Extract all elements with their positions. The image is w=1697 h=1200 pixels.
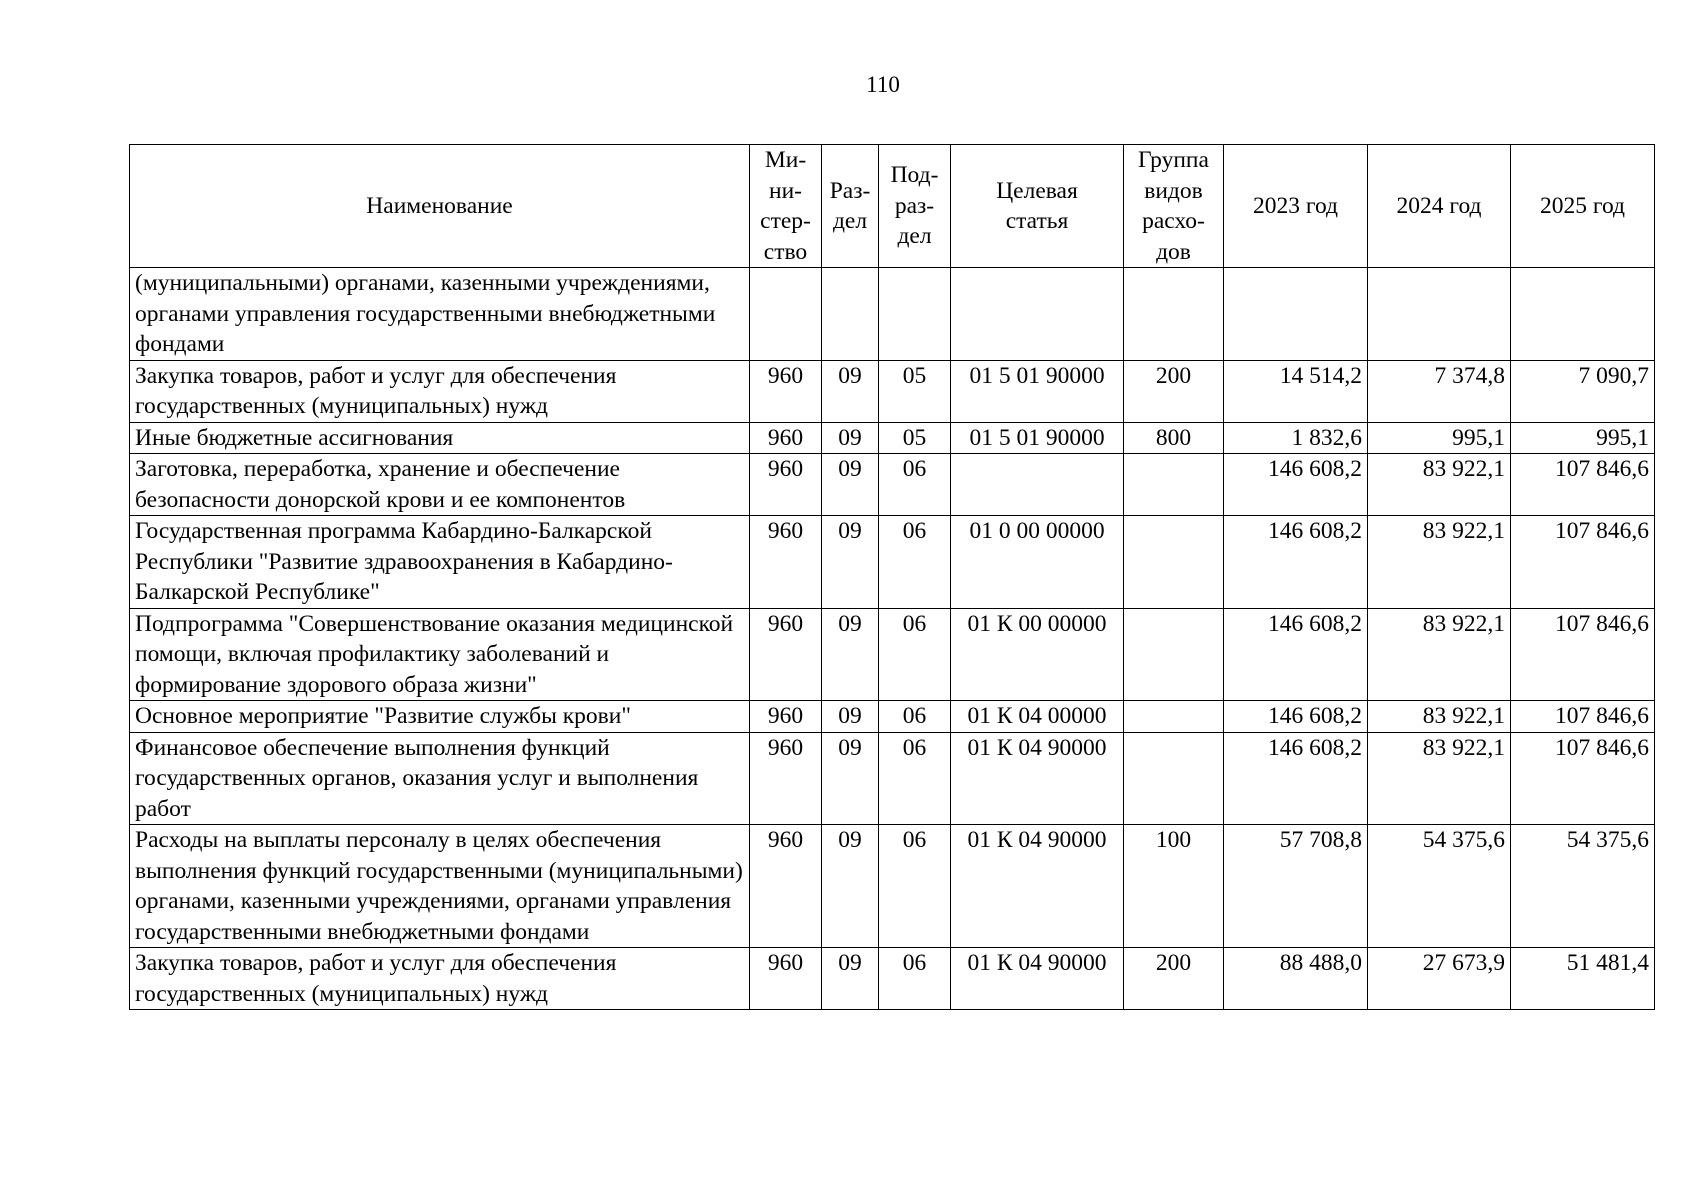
cell-y2025: 107 846,6	[1511, 608, 1655, 701]
cell-name: Заготовка, переработка, хранение и обеспечение безопасности донорской крови и ее компонентов	[130, 454, 750, 516]
cell-group	[1124, 454, 1224, 516]
header-name: Наименование	[130, 145, 750, 268]
cell-y2025: 107 846,6	[1511, 516, 1655, 609]
table-row	[130, 732, 1655, 825]
cell-y2023: 14 514,2	[1224, 360, 1368, 422]
cell-y2024	[1368, 268, 1511, 361]
cell-target: 01 5 01 90000	[951, 422, 1124, 454]
cell-group: 200	[1124, 948, 1224, 1010]
cell-section: 09	[822, 454, 879, 516]
cell-section: 09	[822, 701, 879, 733]
cell-y2023: 146 608,2	[1224, 701, 1368, 733]
cell-y2024: 7 374,8	[1368, 360, 1511, 422]
cell-ministry: 960	[750, 516, 822, 609]
header-target: Целевая статья	[951, 145, 1124, 268]
cell-ministry: 960	[750, 825, 822, 948]
cell-target: 01 0 00 00000	[951, 516, 1124, 609]
cell-name: Закупка товаров, работ и услуг для обеспечения государственных (муниципальных) нужд	[130, 948, 750, 1010]
cell-y2024: 54 375,6	[1368, 825, 1511, 948]
cell-y2025: 7 090,7	[1511, 360, 1655, 422]
cell-y2024: 83 922,1	[1368, 454, 1511, 516]
table-row	[130, 825, 1655, 948]
cell-section: 09	[822, 948, 879, 1010]
cell-y2023: 88 488,0	[1224, 948, 1368, 1010]
cell-group: 200	[1124, 360, 1224, 422]
cell-section: 09	[822, 360, 879, 422]
cell-target: 01 К 00 00000	[951, 608, 1124, 701]
header-section: Раз- дел	[822, 145, 879, 268]
cell-section: 09	[822, 825, 879, 948]
cell-name: Основное мероприятие "Развитие службы крови"	[130, 701, 750, 733]
cell-y2024: 83 922,1	[1368, 516, 1511, 609]
cell-subsection: 06	[879, 701, 951, 733]
cell-name: Государственная программа Кабардино-Балкарской Республики "Развитие здравоохранения в Кабардино-Балкарской Республике"	[130, 516, 750, 609]
cell-y2023: 57 708,8	[1224, 825, 1368, 948]
cell-group	[1124, 268, 1224, 361]
table-row	[130, 268, 1655, 361]
cell-ministry: 960	[750, 948, 822, 1010]
header-group: Группа видов расхо- дов	[1124, 145, 1224, 268]
cell-section: 09	[822, 516, 879, 609]
cell-ministry: 960	[750, 454, 822, 516]
cell-name: Подпрограмма "Совершенствование оказания медицинской помощи, включая профилактику заболеваний и формирование здорового образа жизни"	[130, 608, 750, 701]
cell-target: 01 К 04 90000	[951, 825, 1124, 948]
cell-subsection: 06	[879, 516, 951, 609]
cell-ministry: 960	[750, 701, 822, 733]
header-2023: 2023 год	[1224, 145, 1368, 268]
cell-target: 01 К 04 90000	[951, 948, 1124, 1010]
cell-target	[951, 268, 1124, 361]
cell-name: Закупка товаров, работ и услуг для обеспечения государственных (муниципальных) нужд	[130, 360, 750, 422]
cell-group	[1124, 732, 1224, 825]
cell-subsection: 06	[879, 825, 951, 948]
cell-section: 09	[822, 608, 879, 701]
table-row	[130, 701, 1655, 733]
cell-subsection: 06	[879, 732, 951, 825]
budget-table	[129, 144, 1655, 1010]
cell-group: 800	[1124, 422, 1224, 454]
page-number: 110	[866, 72, 900, 97]
cell-subsection	[879, 268, 951, 361]
cell-group: 100	[1124, 825, 1224, 948]
cell-section	[822, 268, 879, 361]
cell-section: 09	[822, 732, 879, 825]
cell-y2024: 83 922,1	[1368, 608, 1511, 701]
table-body	[130, 268, 1655, 1010]
cell-y2023: 1 832,6	[1224, 422, 1368, 454]
cell-target: 01 К 04 90000	[951, 732, 1124, 825]
cell-y2023: 146 608,2	[1224, 732, 1368, 825]
cell-subsection: 06	[879, 608, 951, 701]
cell-target: 01 К 04 00000	[951, 701, 1124, 733]
header-2024: 2024 год	[1368, 145, 1511, 268]
cell-y2024: 83 922,1	[1368, 732, 1511, 825]
table-row	[130, 948, 1655, 1010]
cell-name: Финансовое обеспечение выполнения функций государственных органов, оказания услуг и выполнения работ	[130, 732, 750, 825]
cell-target	[951, 454, 1124, 516]
cell-y2024: 27 673,9	[1368, 948, 1511, 1010]
cell-group	[1124, 516, 1224, 609]
table-header-row	[130, 145, 1655, 268]
cell-ministry	[750, 268, 822, 361]
cell-ministry: 960	[750, 732, 822, 825]
cell-y2025: 995,1	[1511, 422, 1655, 454]
table-row	[130, 516, 1655, 609]
cell-y2023: 146 608,2	[1224, 516, 1368, 609]
cell-name: (муниципальными) органами, казенными учреждениями, органами управления государственными внебюджетными фондами	[130, 268, 750, 361]
cell-y2025	[1511, 268, 1655, 361]
cell-y2025: 107 846,6	[1511, 454, 1655, 516]
cell-group	[1124, 701, 1224, 733]
cell-subsection: 05	[879, 360, 951, 422]
cell-section: 09	[822, 422, 879, 454]
cell-y2024: 83 922,1	[1368, 701, 1511, 733]
cell-y2025: 107 846,6	[1511, 732, 1655, 825]
cell-group	[1124, 608, 1224, 701]
cell-ministry: 960	[750, 360, 822, 422]
cell-target: 01 5 01 90000	[951, 360, 1124, 422]
cell-subsection: 06	[879, 454, 951, 516]
table-row	[130, 454, 1655, 516]
cell-name: Иные бюджетные ассигнования	[130, 422, 750, 454]
cell-subsection: 06	[879, 948, 951, 1010]
cell-ministry: 960	[750, 422, 822, 454]
table-row	[130, 422, 1655, 454]
cell-name: Расходы на выплаты персоналу в целях обеспечения выполнения функций государственными (муниципальными) органами, казенными учреждениями, органами управления государственными внебюджетными фондами	[130, 825, 750, 948]
cell-y2023: 146 608,2	[1224, 454, 1368, 516]
cell-y2023	[1224, 268, 1368, 361]
cell-ministry: 960	[750, 608, 822, 701]
header-subsection: Под- раз- дел	[879, 145, 951, 268]
cell-y2025: 107 846,6	[1511, 701, 1655, 733]
table-row	[130, 608, 1655, 701]
header-ministry: Ми- ни- стер- ство	[750, 145, 822, 268]
table-row	[130, 360, 1655, 422]
header-2025: 2025 год	[1511, 145, 1655, 268]
cell-y2024: 995,1	[1368, 422, 1511, 454]
cell-y2023: 146 608,2	[1224, 608, 1368, 701]
cell-subsection: 05	[879, 422, 951, 454]
cell-y2025: 54 375,6	[1511, 825, 1655, 948]
cell-y2025: 51 481,4	[1511, 948, 1655, 1010]
